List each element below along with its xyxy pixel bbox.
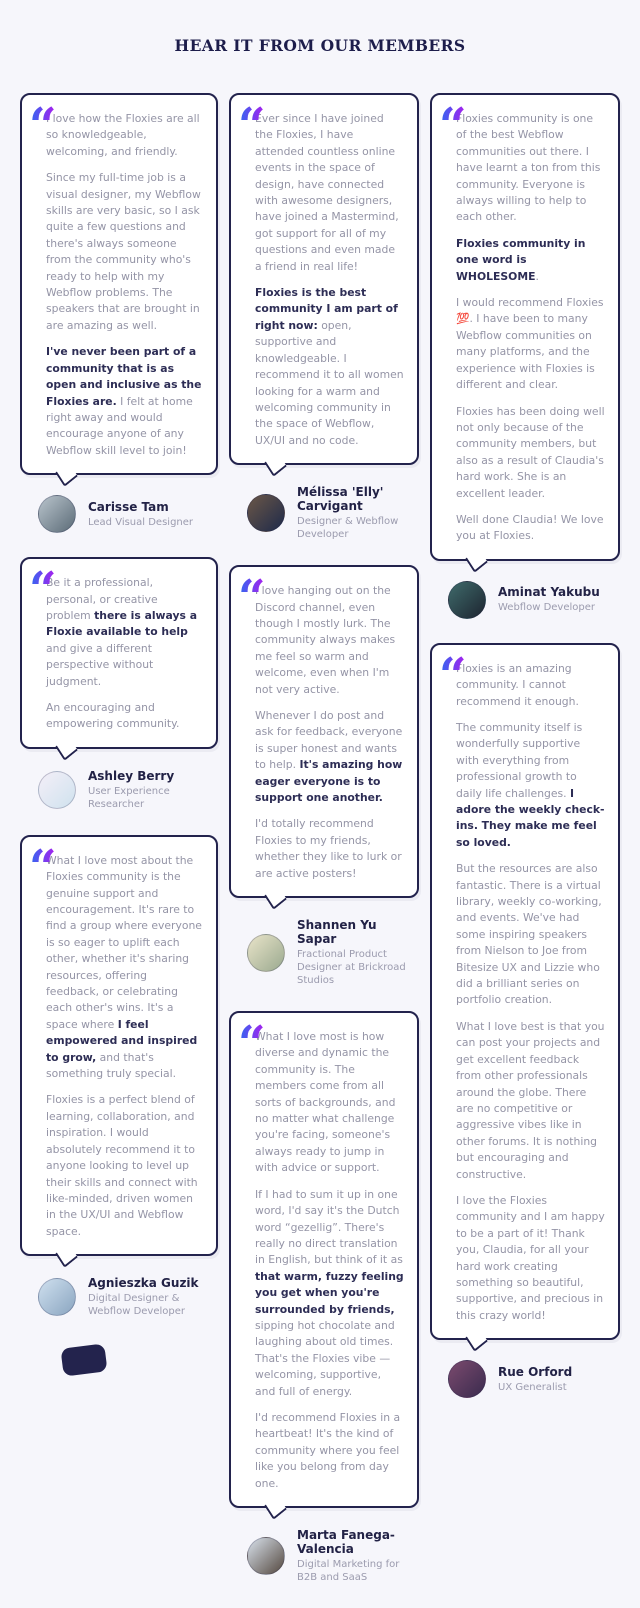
avatar [38,495,76,533]
author-meta [88,1276,218,1318]
testimonial-card [229,565,419,898]
testimonial-text: I would recommend Floxies 💯. I have been to many Webflow communities on many platforms, and the experience with Floxies is different and clear. [456,296,604,392]
testimonials-column-middle [229,93,419,1608]
quote-icon [29,562,57,619]
quote-icon [29,839,57,896]
svg-text:“: “ [29,98,57,154]
testimonial [430,643,620,1398]
testimonial-paragraph [456,404,605,502]
author-meta [297,485,419,541]
testimonial-paragraph [456,660,605,710]
testimonial-paragraph [456,110,605,226]
author [247,918,419,987]
testimonial-text: Floxies is a perfect blend of learning, collaboration, and inspiration. I would absolutely recommend it to anyone looking to level up their skills and connect with like-minded, driven women in the UX/UI and Webflow space. [46,1093,198,1238]
testimonial-card [20,93,218,475]
testimonials-column-left [20,93,218,1374]
testimonial-text-bold: I've never been part of a community that is as open and inclusive as the Floxies are. [46,345,202,408]
speech-bubble-tail [264,452,287,477]
author-name: Aminat Yakubu [498,585,600,600]
testimonial-paragraph [46,700,203,733]
testimonial-text: I'd totally recommend Floxies to my friends, whether they like to lurk or are active posters! [255,817,402,880]
testimonial-paragraph [255,285,404,449]
testimonial-text: Floxies is an amazing community. I cannot recommend it enough. [456,661,579,708]
testimonial-text: . [535,269,539,283]
testimonial-text: I love hanging out on the Discord channel, even though I mostly lurk. The community always makes me feel so warm and welcome, even when I'm not very active. [255,584,396,696]
speech-bubble-tail [465,1327,488,1352]
testimonial [229,1011,419,1584]
testimonial-paragraph [456,295,605,393]
svg-text:“: “ [439,98,467,154]
testimonial-text: sipping hot chocolate and laughing about old times. That's the Floxies vibe — welcoming, supportive, and full of energy. [255,1318,395,1398]
testimonial-paragraph [46,574,203,690]
testimonial-text: If I had to sum it up in one word, I'd say it's the Dutch word “gezellig”. There's really no direct translation in English, but think of it as [255,1187,403,1267]
author-meta [88,500,193,529]
author-role: Webflow Developer [498,602,596,614]
testimonial-paragraph [255,816,404,882]
author-name: Shannen Yu Sapar [297,918,377,947]
speech-bubble-tail [55,462,78,487]
testimonial-text: Floxies has been doing well not only because of the community members, but also as a result of Claudia's hard work. She is an excellent leader. [456,404,605,500]
avatar [448,1360,486,1398]
author-name: Carisse Tam [88,499,169,514]
author-meta [498,585,600,614]
testimonial-paragraph [46,110,203,160]
testimonial-text: Ever since I have joined the Floxies, I have attended countless online events in the space of design, have connected with awesome designers, have joined a Mastermind, got support for all of my questions and even made a friend in real life! [255,112,399,273]
author-name: Rue Orford [498,1364,573,1379]
testimonial-paragraph [255,1187,404,1400]
author-meta [297,918,419,987]
svg-text:“: “ [29,562,57,619]
author-role: Lead Visual Designer [88,516,194,528]
testimonial-text: open, supportive and knowledgeable. I recommend it to all women looking for a warm and welcoming community in the space of Webflow, UX/UI and no code. [255,318,404,447]
testimonial-text-bold: I adore the weekly check-ins. They make me feel so loved. [456,786,605,849]
author-name: Marta Fanega-Valencia [297,1528,395,1556]
author [38,495,218,533]
testimonial-paragraph [255,1028,404,1177]
avatar [247,934,285,972]
testimonial-paragraph [255,708,404,806]
author [448,1360,620,1398]
testimonial [20,93,218,533]
svg-text:“: “ [29,839,57,896]
testimonial-text-bold: that warm, fuzzy feeling you get when you're surrounded by friends, [255,1269,404,1316]
testimonial-card [229,1011,419,1508]
testimonial-text: I'd recommend Floxies in a heartbeat! It's the kind of community where you feel like you belong from day one. [255,1410,401,1490]
avatar [38,771,76,809]
testimonial [20,835,218,1318]
testimonial-text: What I love most is how diverse and dynamic the community is. The members come from all sorts of backgrounds, and no matter what challenge you're facing, someone's always ready to jump in with advice or support. [255,1030,396,1175]
testimonial-text-bold: Floxies community in one word is WHOLESOME [456,236,586,283]
testimonial-text: Since my full-time job is a visual designer, my Webflow skills are very basic, so I ask quite a few questions and there's always someone from the community who's ready to help with my Webflow problems. The speakers that are brought in are amazing as well. [46,171,201,332]
speech-bubble-tail [264,1495,287,1520]
testimonials-grid [0,93,640,1608]
author-role: Fractional Product Designer at Brickroad Studios [297,949,406,987]
author [247,1528,419,1584]
avatar [247,494,285,532]
svg-text:“: “ [238,98,266,154]
testimonial-text-bold: there is always a Floxie available to help [46,608,197,639]
quote-icon [238,1016,266,1073]
quote-icon [439,647,467,704]
author-meta [88,769,218,811]
testimonial-paragraph [46,1092,203,1240]
testimonial-paragraph [46,852,203,1083]
testimonial-text-bold: Floxies is the best community I am part of right now: [255,286,398,332]
testimonial-card [430,93,620,561]
testimonial-card [229,93,419,465]
testimonial-paragraph [255,110,404,275]
avatar [448,581,486,619]
author [38,769,218,811]
testimonial-paragraph [456,236,605,285]
testimonial-text: I love how the Floxies are all so knowledgeable, welcoming, and friendly. [46,112,200,158]
speech-bubble-tail [55,736,78,761]
testimonial-text: Floxies community is one of the best Webflow communities out there. I have learnt a ton from this community. Everyone is always willing to help to each other. [456,112,601,224]
testimonial-text: Whenever I do post and ask for feedback, everyone is super honest and wants to help. [255,708,403,772]
author-role: User Experience Researcher [88,785,170,810]
testimonial-text: An encouraging and empowering community. [46,700,180,731]
testimonial-paragraph [46,344,203,459]
testimonial-paragraph [255,582,404,698]
testimonial-paragraph [456,1019,605,1183]
testimonials-column-right [430,93,620,1422]
speech-bubble-tail [465,548,488,573]
author-role: Digital Designer & Webflow Developer [88,1293,186,1318]
quote-icon [29,98,57,154]
author-role: UX Generalist [498,1381,567,1393]
author [38,1276,218,1318]
author-role: Designer & Webflow Developer [297,516,399,541]
author-meta [297,1528,419,1584]
testimonial-text-bold: It's amazing how eager everyone is to support one another. [255,758,403,804]
testimonial-text: Be it a professional, personal, or creative problem [46,576,158,622]
testimonial [20,557,218,811]
testimonial-paragraph [456,861,605,1009]
testimonial-card [20,557,218,749]
testimonial-text-bold: I feel empowered and inspired to grow, [46,1017,198,1064]
testimonial-text: But the resources are also fantastic. There is a virtual library, weekly co-working, and events. We've had some inspiring speakers from Nielson to Joe from Bitesize UX and Lizzie who did a brilliant series on portfolio creation. [456,862,602,1007]
testimonial-text: I felt at home right away and would encourage anyone of any Webflow skill level to join! [46,394,193,457]
testimonial-text: and give a different perspective without judgment. [46,641,154,688]
author-role: Digital Marketing for B2B and SaaS [297,1559,400,1583]
cutoff-card-partial [60,1344,107,1377]
quote-icon [238,98,266,154]
testimonial [430,93,620,619]
testimonial-text: Well done Claudia! We love you at Floxies. [456,512,604,543]
testimonial-paragraph [255,1410,404,1492]
testimonial-card [430,643,620,1340]
quote-icon [439,98,467,154]
testimonial [229,93,419,541]
author-name: Agnieszka Guzik [88,1276,199,1291]
author-name: Ashley Berry [88,768,175,783]
page-title: HEAR IT FROM OUR MEMBERS [174,36,466,55]
testimonial-text: and that's something truly special. [46,1050,177,1081]
testimonial-paragraph [456,720,605,851]
testimonial-paragraph [456,1193,605,1324]
testimonial-paragraph [456,512,605,545]
testimonial [229,565,419,987]
testimonial-card [20,835,218,1256]
testimonial-text: What I love most about the Floxies community is the genuine support and encouragement. It's rare to find a group where everyone is so eager to uplift each other, whether it's sharing resources, offering feedback, or celebrating each other's wins. It's a space where [46,853,202,1031]
speech-bubble-tail [264,885,287,910]
speech-bubble-tail [55,1243,78,1268]
author [448,581,620,619]
svg-text:“: “ [439,647,467,704]
svg-text:“: “ [238,570,266,627]
avatar [38,1278,76,1316]
testimonial-text: What I love best is that you can post your projects and get excellent feedback from other professionals around the globe. There are no competitive or aggressive vibes like in other forums. It is nothing but encouraging and constructive. [456,1019,605,1181]
testimonial-paragraph [46,170,203,334]
svg-text:“: “ [238,1016,266,1073]
testimonial-text: I love the Floxies community and I am happy to be a part of it! Thank you, Claudia, for all your hard work creating something so beautiful, supportive, and precious in this crazy world! [456,1193,605,1322]
author-name: Mélissa 'Elly' Carvigant [297,485,384,514]
avatar [247,1537,285,1575]
author [247,485,419,541]
author-meta [498,1365,572,1394]
quote-icon [238,570,266,627]
testimonial-text: The community itself is wonderfully supportive with everything from professional growth to daily life challenges. [456,720,583,800]
